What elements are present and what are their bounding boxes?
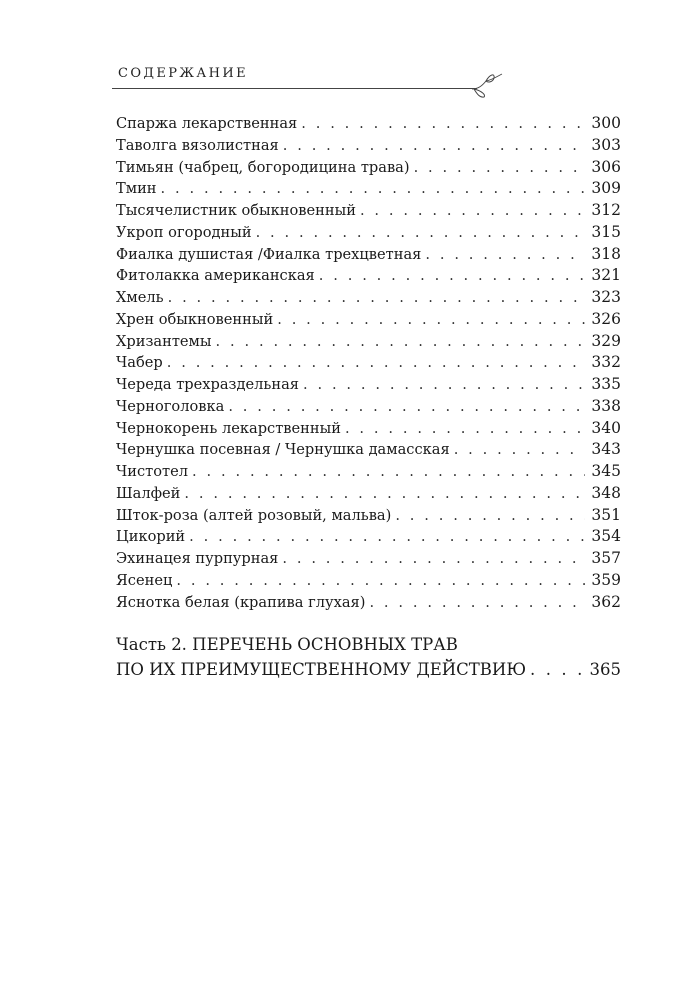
toc-entry[interactable] xyxy=(116,113,621,135)
toc-entry[interactable] xyxy=(116,439,621,461)
part-title-line-2-row xyxy=(116,657,621,682)
dot-leader xyxy=(369,592,585,614)
toc-entry[interactable] xyxy=(116,592,621,614)
toc-entry[interactable] xyxy=(116,505,621,527)
entry-title: Спаржа лекарственная xyxy=(116,115,298,132)
part-2-entry[interactable] xyxy=(116,632,621,682)
dot-leader xyxy=(454,439,586,461)
dot-leader xyxy=(189,526,585,548)
toc-list xyxy=(116,113,621,613)
entry-title: Таволга вязолистная xyxy=(116,136,279,154)
toc-entry[interactable] xyxy=(116,309,621,331)
entry-title: Хризантемы xyxy=(116,332,212,350)
toc-entry[interactable] xyxy=(116,352,621,374)
entry-title: Ясенец xyxy=(116,571,173,589)
entry-page: 354 xyxy=(591,527,621,546)
entry-page: 329 xyxy=(591,331,621,350)
entry-title: Чистотел xyxy=(116,463,189,480)
dot-leader xyxy=(184,483,585,505)
dot-leader xyxy=(176,570,585,592)
entry-page: 340 xyxy=(591,418,621,437)
entry-title: Черноголовка xyxy=(116,397,225,415)
entry-title: Череда трехраздельная xyxy=(116,376,299,393)
toc-entry[interactable] xyxy=(116,287,621,309)
toc-entry[interactable] xyxy=(116,157,621,179)
entry-title: Шалфей xyxy=(116,484,181,502)
toc-entry[interactable] xyxy=(116,265,621,287)
page-header xyxy=(112,64,542,94)
part-title-line-2: ПО ИХ ПРЕИМУЩЕСТВЕННОМУ ДЕЙСТВИЮ xyxy=(116,660,527,679)
dot-leader xyxy=(303,374,585,396)
entry-page: 343 xyxy=(591,440,621,459)
dot-leader xyxy=(414,157,586,179)
dot-leader xyxy=(161,178,586,200)
toc-entry[interactable] xyxy=(116,222,621,244)
part-page: 365 xyxy=(589,660,621,679)
header-rule xyxy=(112,88,477,89)
entry-title: Фиалка душистая /Фиалка трехцветная xyxy=(116,245,422,263)
dot-leader xyxy=(282,548,585,570)
entry-page: 362 xyxy=(591,592,621,611)
entry-title: Тысячелистник обыкновенный xyxy=(116,202,356,219)
entry-page: 326 xyxy=(591,309,621,328)
entry-page: 348 xyxy=(591,483,621,502)
entry-title: Цикорий xyxy=(116,528,186,546)
entry-title: Укроп огородный xyxy=(116,223,252,241)
toc-entry[interactable] xyxy=(116,418,621,440)
entry-page: 332 xyxy=(591,353,621,372)
dot-leader xyxy=(360,200,585,222)
toc-entry[interactable] xyxy=(116,178,621,200)
entry-page: 312 xyxy=(591,201,621,219)
entry-title: Хмель xyxy=(116,289,164,306)
toc-entry[interactable] xyxy=(116,200,621,222)
part-title-line-1: Часть 2. ПЕРЕЧЕНЬ ОСНОВНЫХ ТРАВ xyxy=(116,635,458,654)
entry-title: Чернокорень лекарственный xyxy=(116,419,341,437)
dot-leader xyxy=(216,331,586,353)
entry-title: Чабер xyxy=(116,354,163,372)
dot-leader xyxy=(530,657,581,682)
dot-leader xyxy=(319,265,586,287)
entry-page: 303 xyxy=(591,135,621,154)
dot-leader xyxy=(301,113,585,135)
entry-title: Хрен обыкновенный xyxy=(116,310,274,328)
dot-leader xyxy=(345,418,585,440)
dot-leader xyxy=(192,461,585,483)
entry-title: Тмин xyxy=(116,180,157,198)
entry-page: 318 xyxy=(591,244,621,263)
entry-page: 306 xyxy=(591,157,621,176)
entry-title: Чернушка посевная / Чернушка дамасская xyxy=(116,441,450,459)
entry-page: 359 xyxy=(591,570,621,589)
entry-page: 357 xyxy=(591,549,621,567)
entry-page: 338 xyxy=(591,396,621,415)
toc-entry[interactable] xyxy=(116,374,621,396)
entry-title: Шток-роза (алтей розовый, мальва) xyxy=(116,506,392,524)
entry-title: Яснотка белая (крапива глухая) xyxy=(116,593,366,611)
dot-leader xyxy=(283,135,586,157)
toc-entry[interactable] xyxy=(116,396,621,418)
dot-leader xyxy=(395,505,585,527)
entry-page: 351 xyxy=(591,505,621,524)
toc-entry[interactable] xyxy=(116,570,621,592)
toc-entry[interactable] xyxy=(116,461,621,483)
toc-entry[interactable] xyxy=(116,244,621,266)
entry-page: 345 xyxy=(591,462,621,480)
toc-entry[interactable] xyxy=(116,526,621,548)
leaf-ornament-icon xyxy=(468,70,508,102)
toc-entry[interactable] xyxy=(116,548,621,570)
entry-page: 300 xyxy=(591,114,621,132)
entry-title: Эхинацея пурпурная xyxy=(116,550,279,567)
dot-leader xyxy=(256,222,586,244)
section-title: СОДЕРЖАНИЕ xyxy=(118,66,249,81)
entry-page: 323 xyxy=(591,288,621,306)
entry-page: 335 xyxy=(591,375,621,393)
dot-leader xyxy=(277,309,585,331)
entry-page: 309 xyxy=(591,179,621,198)
dot-leader xyxy=(228,396,585,418)
entry-title: Тимьян (чабрец, богородицина трава) xyxy=(116,158,410,176)
toc-entry[interactable] xyxy=(116,331,621,353)
toc-entry[interactable] xyxy=(116,135,621,157)
entry-page: 321 xyxy=(591,266,621,285)
dot-leader xyxy=(167,352,586,374)
entry-title: Фитолакка американская xyxy=(116,267,315,285)
entry-page: 315 xyxy=(591,222,621,241)
dot-leader xyxy=(168,287,586,309)
dot-leader xyxy=(425,244,585,266)
toc-entry[interactable] xyxy=(116,483,621,505)
